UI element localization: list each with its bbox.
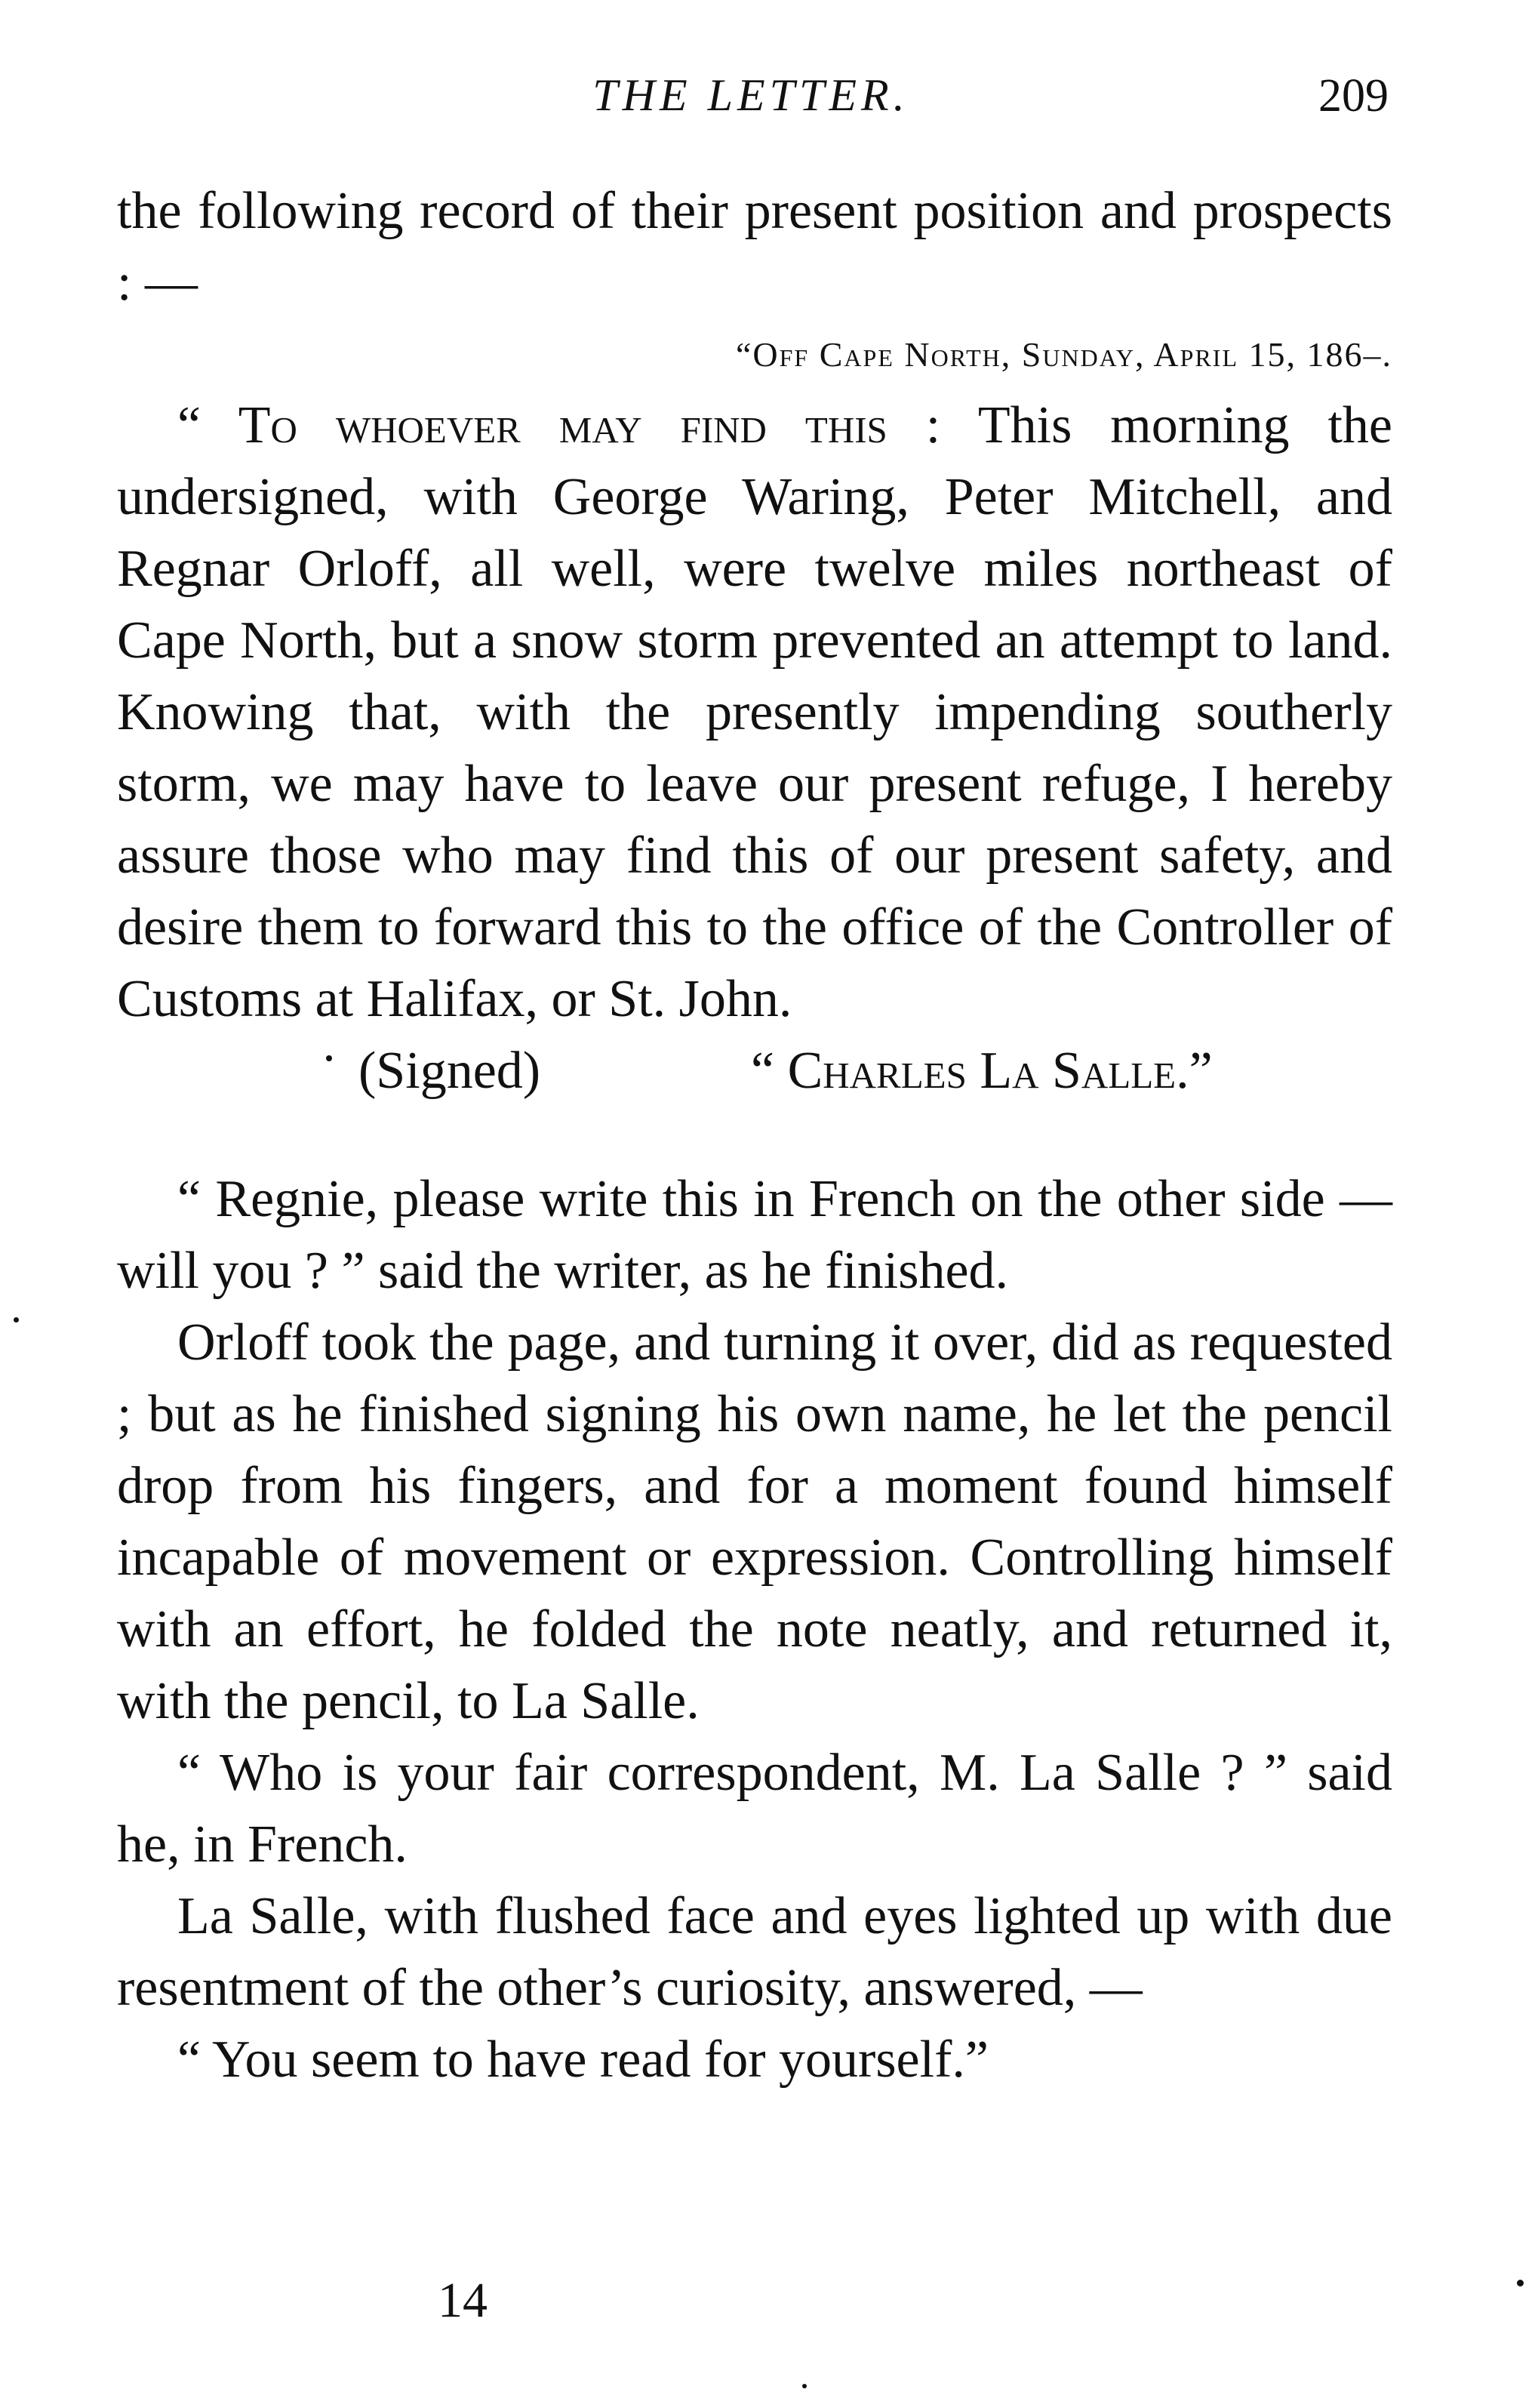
paragraph: “ Who is your fair correspondent, M. La Salle ? ” said he, in French.	[117, 1744, 1392, 1874]
paragraph-continued: the following record of their present position and prospects : —	[117, 182, 1392, 312]
letter-salutation: “ To whoever may find this :	[177, 396, 941, 454]
page-body	[117, 175, 1392, 2095]
sheet-signature-mark: 14	[438, 2273, 488, 2328]
paragraph: Orloff took the page, and turning it over, did as requested ; but as he finished signing his own name, he let the pencil drop from his fingers, and for a moment found himself incapable of movement or expression. Controlling himself with an effort, he folded the note neatly, and returned it, with the pencil, to La Salle.	[117, 1313, 1392, 1730]
paragraph: “ You seem to have read for yourself.”	[177, 2031, 989, 2089]
page-speck	[1517, 2280, 1524, 2286]
running-head	[113, 69, 1389, 130]
signature-line	[117, 1035, 1392, 1110]
page-speck	[802, 2384, 807, 2388]
letter-dateline: “Off Cape North, Sunday, April 15, 186–.	[736, 335, 1392, 374]
paragraph: “ Regnie, please write this in French on the other side — will you ? ” said the writer, as he finished.	[117, 1170, 1392, 1300]
paragraph: La Salle, with flushed face and eyes lighted up with due resentment of the other’s curiosity, answered, —	[117, 1887, 1392, 2017]
letter-text: This morning the undersigned, with George Waring, Peter Mitchell, and Regnar Orloff, all well, were twelve miles northeast of Cape North, but a snow storm prevented an attempt to land. Knowing that, with the presently impending southerly storm, we may have to leave our present refuge, I hereby assure those who may find this of our present safety, and desire them to forward this to the office of the Controller of Customs at Halifax, or St. John.	[117, 396, 1392, 1028]
ink-dot	[326, 1055, 332, 1061]
signer-name: “ Charles La Salle.”	[751, 1042, 1213, 1100]
running-title: THE LETTER.	[592, 70, 909, 120]
paragraph-gap	[117, 1110, 1392, 1163]
signed-label: (Signed)	[358, 1042, 541, 1100]
letter-body	[117, 390, 1392, 1035]
page-speck	[14, 1317, 19, 1323]
page-number: 209	[1318, 70, 1389, 122]
